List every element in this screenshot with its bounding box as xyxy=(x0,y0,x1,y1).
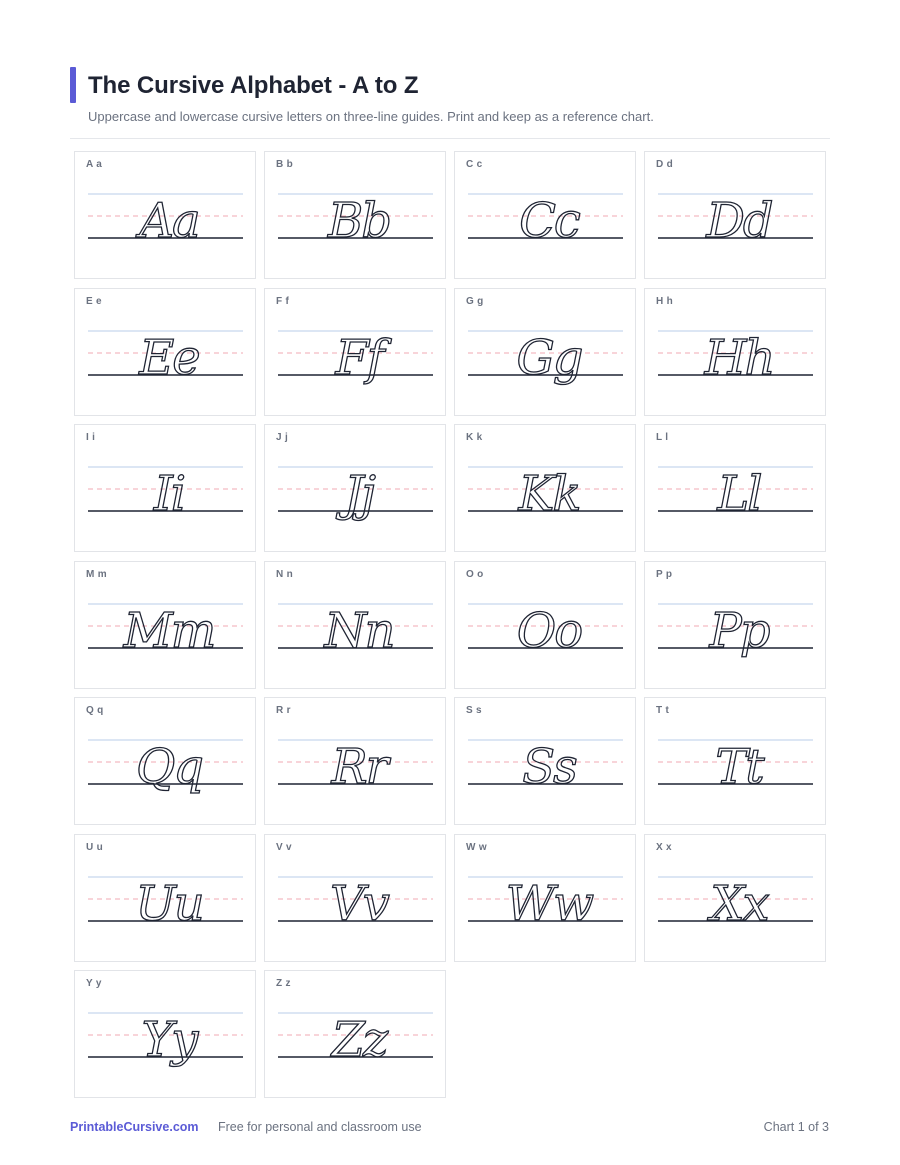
three-line-guide xyxy=(468,588,623,678)
cursive-glyph-pair: Vv xyxy=(330,875,388,932)
letter-card-label: G g xyxy=(466,295,484,307)
letter-card xyxy=(264,424,446,552)
letter-card-label: L l xyxy=(656,432,669,443)
cursive-glyph-pair: Xx xyxy=(710,875,768,932)
three-line-guide xyxy=(88,178,243,268)
letter-card-label: I i xyxy=(86,432,96,443)
footer-page-indicator: Chart 1 of 3 xyxy=(763,1120,829,1134)
cursive-glyph-pair: Ff xyxy=(335,329,383,386)
letter-card xyxy=(454,697,636,825)
letter-card-label: F f xyxy=(276,295,290,307)
cursive-glyph-pair: Oo xyxy=(516,602,582,659)
cursive-glyph-pair: Ee xyxy=(139,329,199,386)
three-line-guide xyxy=(278,724,433,814)
letter-card xyxy=(644,697,826,825)
letter-card xyxy=(644,561,826,689)
letter-card-label: S s xyxy=(466,705,482,716)
letter-card xyxy=(264,697,446,825)
letter-card-label: B b xyxy=(276,159,294,170)
three-line-guide xyxy=(468,178,623,268)
cursive-glyph-pair: Yy xyxy=(141,1012,197,1068)
letter-card-label: A a xyxy=(86,159,103,170)
letter-card-label: U u xyxy=(86,841,104,853)
letter-card xyxy=(74,561,256,689)
cursive-glyph-pair: Jj xyxy=(343,466,375,522)
letter-card-label: Z z xyxy=(276,978,291,989)
letter-card xyxy=(264,151,446,279)
cursive-glyph-pair: Ll xyxy=(717,466,761,522)
letter-card-label: Y y xyxy=(86,978,102,989)
letter-card xyxy=(454,561,636,689)
title-accent-bar xyxy=(70,67,76,103)
letter-card xyxy=(644,834,826,962)
letter-card-label: H h xyxy=(656,295,674,307)
cursive-glyph-pair: Rr xyxy=(331,739,387,795)
page-subtitle: Uppercase and lowercase cursive letters on three-line guides. Print and keep as a reference chart. xyxy=(88,109,654,124)
three-line-guide xyxy=(278,997,433,1087)
three-line-guide xyxy=(278,451,433,541)
three-line-guide xyxy=(278,861,433,951)
three-line-guide xyxy=(658,588,813,678)
three-line-guide xyxy=(468,315,623,405)
cursive-glyph-pair: Aa xyxy=(139,193,199,249)
letter-card-label: D d xyxy=(656,159,674,170)
three-line-guide xyxy=(88,861,243,951)
three-line-guide xyxy=(658,451,813,541)
letter-card-label: R r xyxy=(276,705,291,716)
cursive-glyph-pair: Bb xyxy=(328,193,390,249)
letter-card-label: C c xyxy=(466,159,483,170)
letter-card-label: N n xyxy=(276,568,294,580)
letter-grid xyxy=(74,151,826,1098)
letter-card xyxy=(454,834,636,962)
letter-card-label: O o xyxy=(466,568,484,580)
three-line-guide xyxy=(278,588,433,678)
letter-card xyxy=(644,151,826,279)
footer-brand-link[interactable]: PrintableCursive.com xyxy=(70,1120,199,1134)
letter-card xyxy=(74,424,256,552)
letter-card-label: X x xyxy=(656,841,672,853)
cursive-glyph-pair: Qq xyxy=(135,739,203,795)
letter-card xyxy=(264,561,446,689)
three-line-guide xyxy=(658,861,813,951)
page-title: The Cursive Alphabet - A to Z xyxy=(88,72,419,99)
cursive-glyph-pair: Nn xyxy=(324,602,394,659)
letter-card xyxy=(74,151,256,279)
header-divider xyxy=(70,138,830,139)
three-line-guide xyxy=(468,724,623,814)
three-line-guide xyxy=(88,315,243,405)
cursive-glyph-pair: Ii xyxy=(153,466,185,522)
letter-card xyxy=(74,834,256,962)
cursive-glyph-pair: Zz xyxy=(331,1012,387,1068)
letter-card xyxy=(644,424,826,552)
three-line-guide xyxy=(88,451,243,541)
letter-card-label: Q q xyxy=(86,705,104,716)
three-line-guide xyxy=(658,724,813,814)
letter-card-label: P p xyxy=(656,568,673,580)
three-line-guide xyxy=(658,315,813,405)
letter-card-label: K k xyxy=(466,432,483,443)
letter-card xyxy=(454,424,636,552)
letter-card-label: M m xyxy=(86,568,107,580)
footer-note: Free for personal and classroom use xyxy=(218,1120,422,1134)
cursive-glyph-pair: Hh xyxy=(704,329,774,386)
three-line-guide xyxy=(468,861,623,951)
letter-card xyxy=(454,288,636,416)
cursive-glyph-pair: Ss xyxy=(522,739,576,795)
letter-card xyxy=(454,151,636,279)
cursive-glyph-pair: Kk xyxy=(518,466,580,522)
three-line-guide xyxy=(88,588,243,678)
letter-card-label: T t xyxy=(656,705,670,716)
letter-card-label: E e xyxy=(86,295,102,307)
letter-card-label: W w xyxy=(466,841,487,853)
three-line-guide xyxy=(88,997,243,1087)
cursive-glyph-pair: Uu xyxy=(135,875,203,932)
letter-card xyxy=(644,288,826,416)
letter-card xyxy=(74,970,256,1098)
letter-card-label: J j xyxy=(276,432,289,443)
cursive-glyph-pair: Mm xyxy=(123,602,215,659)
three-line-guide xyxy=(278,178,433,268)
cursive-glyph-pair: Tt xyxy=(715,739,763,795)
three-line-guide xyxy=(88,724,243,814)
letter-card xyxy=(74,288,256,416)
cursive-glyph-pair: Pp xyxy=(709,602,769,659)
letter-card xyxy=(264,834,446,962)
letter-card xyxy=(264,288,446,416)
cursive-glyph-pair: Gg xyxy=(516,329,582,386)
cursive-glyph-pair: Dd xyxy=(706,193,772,249)
three-line-guide xyxy=(468,451,623,541)
letter-card-label: V v xyxy=(276,841,292,853)
cursive-glyph-pair: Cc xyxy=(519,193,579,249)
letter-card xyxy=(74,697,256,825)
three-line-guide xyxy=(658,178,813,268)
cursive-glyph-pair: Ww xyxy=(505,875,593,932)
letter-card xyxy=(264,970,446,1098)
three-line-guide xyxy=(278,315,433,405)
